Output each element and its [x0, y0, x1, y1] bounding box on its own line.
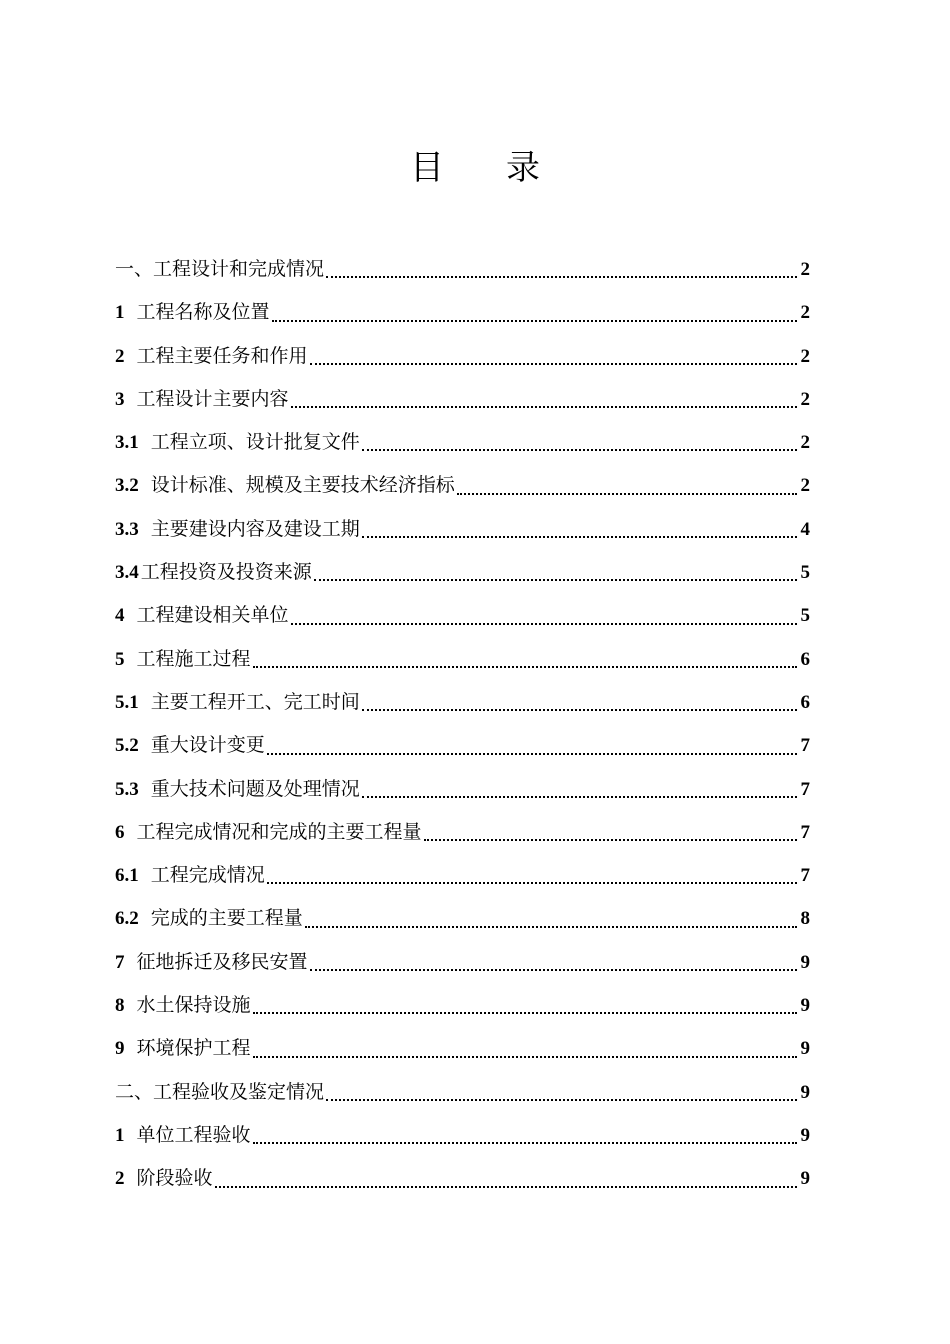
toc-page-number: 4: [800, 518, 810, 540]
toc-entry[interactable]: [115, 768, 810, 811]
toc-leader-dots: [270, 291, 801, 334]
toc-leader-dots: [265, 724, 801, 767]
toc-entry[interactable]: [115, 681, 810, 724]
title-char-1: 目: [410, 148, 444, 188]
toc-page-number: 9: [800, 1081, 810, 1103]
toc-leader-dots: [303, 897, 801, 940]
toc-leader-dots: [308, 941, 801, 984]
toc-page-number: 6: [800, 648, 810, 670]
toc-section-number: 3.3: [115, 518, 139, 540]
toc-section-number: 3.4: [115, 562, 139, 584]
toc-entry-text: 工程完成情况: [150, 864, 265, 887]
toc-page-number: 9: [800, 1038, 810, 1060]
toc-entry[interactable]: [115, 508, 810, 551]
toc-entry[interactable]: [115, 1027, 810, 1070]
toc-page-number: 6: [800, 691, 810, 713]
toc-leader-dots: [213, 1157, 801, 1200]
toc-leader-dots: [360, 681, 801, 724]
toc-entry-text: 单位工程验收: [136, 1123, 251, 1146]
toc-entry-text: 水土保持设施: [136, 994, 251, 1017]
toc-entry-text: 工程投资及投资来源: [140, 561, 312, 584]
toc-leader-dots: [312, 551, 801, 594]
toc-page-number: 9: [800, 995, 810, 1017]
toc-entry-text: 工程完成情况和完成的主要工程量: [136, 820, 422, 843]
toc-leader-dots: [289, 594, 801, 637]
toc-page-number: 7: [800, 778, 810, 800]
toc-entry[interactable]: [115, 1071, 810, 1114]
toc-page-number: 9: [800, 951, 810, 973]
toc-leader-dots: [251, 1114, 801, 1157]
toc-section-number: 5.3: [115, 778, 139, 800]
toc-entry[interactable]: [115, 1157, 810, 1200]
toc-entry[interactable]: [115, 941, 810, 984]
toc-page-number: 2: [800, 345, 810, 367]
toc-entry[interactable]: [115, 421, 810, 464]
toc-section-number: 7: [115, 951, 125, 973]
toc-section-number: 4: [115, 605, 125, 627]
toc-entry-text: 阶段验收: [136, 1167, 213, 1190]
toc-section-number: 6.2: [115, 908, 139, 930]
toc-entry-text: 环境保护工程: [136, 1037, 251, 1060]
page-title: [0, 140, 950, 189]
toc-leader-dots: [422, 811, 801, 854]
toc-entry[interactable]: [115, 638, 810, 681]
toc-section-number: 3.2: [115, 475, 139, 497]
toc-page-number: 9: [800, 1124, 810, 1146]
toc-page-number: 7: [800, 821, 810, 843]
toc-leader-dots: [324, 1071, 800, 1114]
toc-entry[interactable]: [115, 1114, 810, 1157]
toc-entry-text: 完成的主要工程量: [150, 907, 303, 930]
toc-page-number: 2: [800, 259, 810, 280]
toc-entry-text: 主要建设内容及建设工期: [150, 517, 360, 540]
toc-entry[interactable]: [115, 464, 810, 507]
toc-section-number: 5.2: [115, 735, 139, 757]
toc-entry-text: 工程立项、设计批复文件: [150, 431, 360, 454]
toc-section-number: 1: [115, 302, 125, 324]
toc-entry-text: 征地拆迁及移民安置: [136, 950, 308, 973]
toc-section-number: 6: [115, 821, 125, 843]
toc-entry[interactable]: [115, 378, 810, 421]
toc-section-number: 8: [115, 995, 125, 1017]
toc-entry-text: 工程主要任务和作用: [136, 344, 308, 367]
toc-entry-text: 重大设计变更: [150, 734, 265, 757]
toc-entry-text: 工程施工过程: [136, 647, 251, 670]
toc-page-number: 2: [800, 388, 810, 410]
toc-entry[interactable]: [115, 335, 810, 378]
toc-page-number: 5: [800, 605, 810, 627]
toc-entry[interactable]: [115, 551, 810, 594]
toc-page-number: 2: [800, 475, 810, 497]
toc-section-number: 2: [115, 1168, 125, 1190]
toc-leader-dots: [360, 768, 801, 811]
toc-section-number: 5.1: [115, 691, 139, 713]
toc-page-number: 7: [800, 735, 810, 757]
toc-leader-dots: [360, 421, 801, 464]
toc-section-number: 5: [115, 648, 125, 670]
toc-entry-text: 二、工程验收及鉴定情况: [115, 1080, 325, 1103]
toc-page-number: 9: [800, 1168, 810, 1190]
toc-entry[interactable]: [115, 811, 810, 854]
toc-entry[interactable]: [115, 594, 810, 637]
toc-entry-text: 重大技术问题及处理情况: [150, 777, 360, 800]
toc-leader-dots: [289, 378, 801, 421]
toc-entry-text: 工程设计主要内容: [136, 387, 289, 410]
toc-section-number: 6.1: [115, 865, 139, 887]
toc-page-number: 2: [800, 432, 810, 454]
toc-section-number: 2: [115, 345, 125, 367]
toc-section-number: 3.1: [115, 432, 139, 454]
toc-entry[interactable]: [115, 248, 810, 291]
toc-page-number: 8: [800, 908, 810, 930]
toc-entry-text: 设计标准、规模及主要技术经济指标: [150, 474, 455, 497]
toc-leader-dots: [324, 248, 800, 291]
toc-section-number: 1: [115, 1124, 125, 1146]
title-char-2: 录: [506, 148, 540, 188]
toc-leader-dots: [265, 854, 801, 897]
toc-section-number: 9: [115, 1038, 125, 1060]
toc-page-number: 5: [800, 562, 810, 584]
table-of-contents: [115, 248, 810, 1201]
toc-section-number: 3: [115, 388, 125, 410]
toc-entry[interactable]: [115, 897, 810, 940]
toc-entry-text: 一、工程设计和完成情况: [115, 258, 325, 280]
toc-entry[interactable]: [115, 724, 810, 767]
toc-page-number: 2: [800, 302, 810, 324]
toc-entry-text: 工程名称及位置: [136, 301, 270, 324]
toc-page-number: 7: [800, 865, 810, 887]
toc-entry-text: 主要工程开工、完工时间: [150, 690, 360, 713]
toc-leader-dots: [251, 1027, 801, 1070]
toc-entry[interactable]: [115, 854, 810, 897]
toc-leader-dots: [251, 984, 801, 1027]
toc-leader-dots: [360, 508, 801, 551]
toc-leader-dots: [308, 335, 801, 378]
toc-entry[interactable]: [115, 291, 810, 334]
toc-leader-dots: [455, 464, 801, 507]
toc-leader-dots: [251, 638, 801, 681]
toc-entry[interactable]: [115, 984, 810, 1027]
toc-entry-text: 工程建设相关单位: [136, 604, 289, 627]
